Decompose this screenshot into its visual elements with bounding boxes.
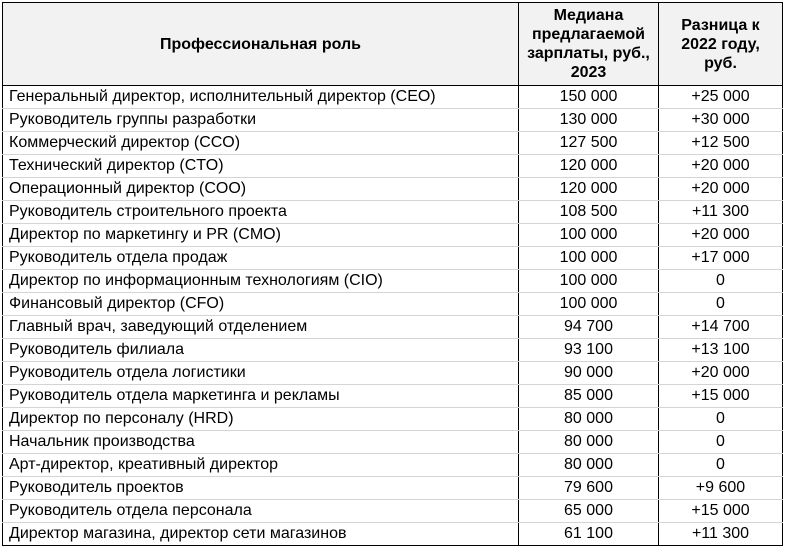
cell-salary: 150 000: [519, 86, 659, 109]
cell-salary: 120 000: [519, 155, 659, 178]
cell-diff: +30 000: [659, 109, 783, 132]
cell-role: Генеральный директор, исполнительный директор (CEO): [3, 86, 519, 109]
cell-salary: 100 000: [519, 270, 659, 293]
table-row: [3, 431, 783, 454]
cell-salary: 80 000: [519, 454, 659, 477]
cell-role: Финансовый директор (CFO): [3, 293, 519, 316]
cell-role: Руководитель отдела персонала: [3, 500, 519, 523]
cell-role: Руководитель филиала: [3, 339, 519, 362]
cell-diff: +20 000: [659, 362, 783, 385]
cell-diff: +20 000: [659, 178, 783, 201]
cell-role: Коммерческий директор (CCO): [3, 132, 519, 155]
cell-diff: +15 000: [659, 385, 783, 408]
cell-salary: 90 000: [519, 362, 659, 385]
cell-salary: 130 000: [519, 109, 659, 132]
cell-role: Руководитель отдела маркетинга и рекламы: [3, 385, 519, 408]
table-row: [3, 270, 783, 293]
cell-salary: 61 100: [519, 523, 659, 546]
cell-role: Руководитель проектов: [3, 477, 519, 500]
cell-diff: +11 300: [659, 201, 783, 224]
table-row: [3, 316, 783, 339]
cell-diff: +20 000: [659, 155, 783, 178]
cell-salary: 80 000: [519, 408, 659, 431]
header-salary: Медиана предлагаемой зарплаты, руб., 2023: [519, 3, 659, 86]
table-row: [3, 385, 783, 408]
cell-salary: 79 600: [519, 477, 659, 500]
table-row: [3, 201, 783, 224]
table-row: [3, 454, 783, 477]
table-row: [3, 178, 783, 201]
header-diff: Разница к 2022 году, руб.: [659, 3, 783, 86]
cell-salary: 100 000: [519, 247, 659, 270]
cell-diff: 0: [659, 408, 783, 431]
cell-role: Главный врач, заведующий отделением: [3, 316, 519, 339]
cell-salary: 85 000: [519, 385, 659, 408]
cell-diff: 0: [659, 431, 783, 454]
cell-salary: 100 000: [519, 224, 659, 247]
table-row: [3, 247, 783, 270]
cell-role: Руководитель отдела логистики: [3, 362, 519, 385]
header-role: Профессиональная роль: [3, 3, 519, 86]
cell-diff: +13 100: [659, 339, 783, 362]
table-row: [3, 109, 783, 132]
salary-table: [2, 2, 783, 546]
cell-salary: 100 000: [519, 293, 659, 316]
cell-diff: 0: [659, 270, 783, 293]
cell-diff: +25 000: [659, 86, 783, 109]
table-row: [3, 155, 783, 178]
table-row: [3, 86, 783, 109]
cell-role: Руководитель строительного проекта: [3, 201, 519, 224]
table-header-row: [3, 3, 783, 86]
cell-salary: 80 000: [519, 431, 659, 454]
cell-salary: 127 500: [519, 132, 659, 155]
cell-salary: 65 000: [519, 500, 659, 523]
cell-role: Директор по маркетингу и PR (CMO): [3, 224, 519, 247]
cell-role: Операционный директор (COO): [3, 178, 519, 201]
cell-role: Арт-директор, креативный директор: [3, 454, 519, 477]
cell-diff: 0: [659, 293, 783, 316]
cell-role: Директор по информационным технологиям (CIO): [3, 270, 519, 293]
table-row: [3, 408, 783, 431]
cell-diff: +14 700: [659, 316, 783, 339]
table-body: [3, 86, 783, 546]
cell-role: Начальник производства: [3, 431, 519, 454]
table-row: [3, 362, 783, 385]
cell-diff: 0: [659, 454, 783, 477]
cell-salary: 93 100: [519, 339, 659, 362]
cell-salary: 94 700: [519, 316, 659, 339]
table-row: [3, 132, 783, 155]
table-row: [3, 224, 783, 247]
cell-diff: +12 500: [659, 132, 783, 155]
cell-diff: +11 300: [659, 523, 783, 546]
table-row: [3, 500, 783, 523]
cell-diff: +20 000: [659, 224, 783, 247]
table-row: [3, 293, 783, 316]
cell-role: Руководитель отдела продаж: [3, 247, 519, 270]
table-row: [3, 339, 783, 362]
table-row: [3, 477, 783, 500]
table-row: [3, 523, 783, 546]
cell-diff: +9 600: [659, 477, 783, 500]
cell-salary: 108 500: [519, 201, 659, 224]
cell-salary: 120 000: [519, 178, 659, 201]
salary-table-container: [2, 2, 782, 546]
cell-role: Директор магазина, директор сети магазинов: [3, 523, 519, 546]
cell-diff: +17 000: [659, 247, 783, 270]
cell-role: Руководитель группы разработки: [3, 109, 519, 132]
cell-role: Директор по персоналу (HRD): [3, 408, 519, 431]
cell-diff: +15 000: [659, 500, 783, 523]
cell-role: Технический директор (CTO): [3, 155, 519, 178]
